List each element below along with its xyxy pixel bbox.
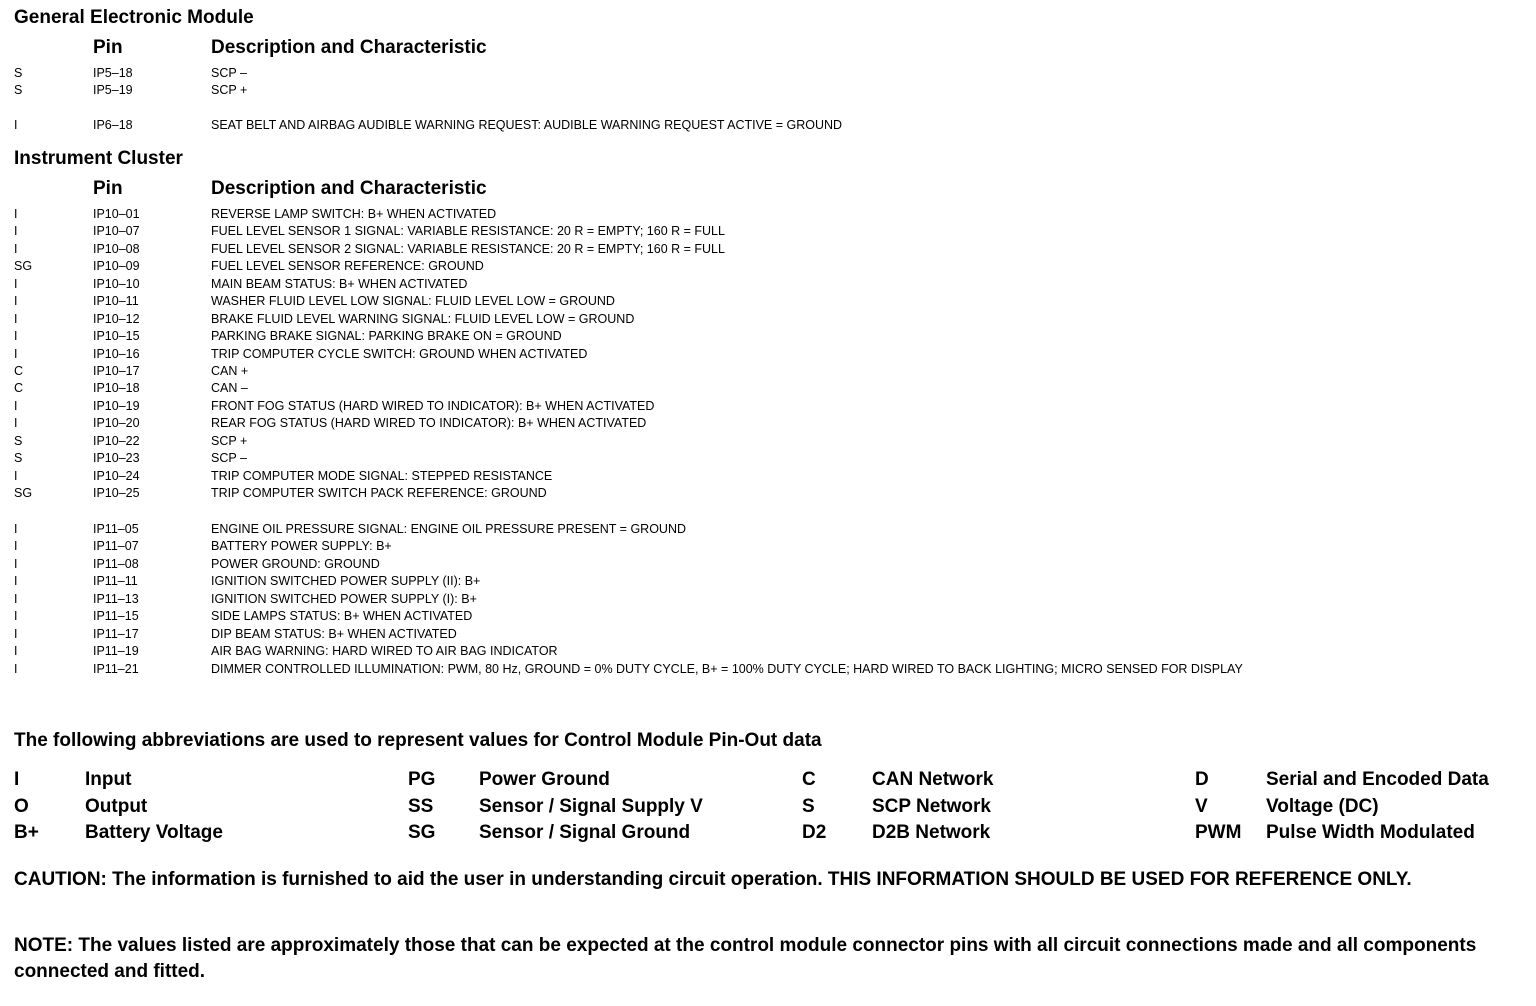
signal-type-cell: I <box>14 242 18 256</box>
description-cell: AIR BAG WARNING: HARD WIRED TO AIR BAG INDICATOR <box>211 644 558 658</box>
description-cell: FUEL LEVEL SENSOR REFERENCE: GROUND <box>211 259 484 273</box>
signal-type-cell: I <box>14 329 18 343</box>
pin-cell: IP10–19 <box>93 399 140 413</box>
abbreviations-title: The following abbreviations are used to represent values for Control Module Pin-Out data <box>14 730 822 751</box>
abbreviation-code: C <box>802 769 816 790</box>
description-cell: PARKING BRAKE SIGNAL: PARKING BRAKE ON = GROUND <box>211 329 562 343</box>
pin-cell: IP5–18 <box>93 66 133 80</box>
description-cell: DIMMER CONTROLLED ILLUMINATION: PWM, 80 Hz, GROUND = 0% DUTY CYCLE, B+ = 100% DUTY CYCLE; HARD WIRED TO BACK LIGHTING; MICRO SENSED FOR DISPLAY <box>211 662 1243 676</box>
signal-type-cell: I <box>14 224 18 238</box>
signal-type-cell: I <box>14 592 18 606</box>
signal-type-cell: I <box>14 609 18 623</box>
signal-type-cell: I <box>14 469 18 483</box>
pin-cell: IP10–01 <box>93 207 140 221</box>
signal-type-cell: I <box>14 644 18 658</box>
pin-cell: IP11–07 <box>93 539 139 553</box>
pin-cell: IP11–21 <box>93 662 139 676</box>
pin-cell: IP11–08 <box>93 557 139 571</box>
note-text: NOTE: The values listed are approximately those that can be expected at the control module connector pins with all circuit connections made and all components connected and fitted. <box>14 935 1477 982</box>
abbreviation-meaning: SCP Network <box>872 796 991 817</box>
pin-cell: IP11–13 <box>93 592 139 606</box>
table-row <box>0 626 1536 643</box>
pin-cell: IP10–12 <box>93 312 140 326</box>
abbreviation-code: PWM <box>1195 822 1242 843</box>
description-cell: POWER GROUND: GROUND <box>211 557 380 571</box>
caution-text: CAUTION: The information is furnished to aid the user in understanding circuit operation. THIS INFORMATION SHOULD BE USED FOR REFERENCE ONLY. <box>14 869 1412 890</box>
table-row <box>0 591 1536 608</box>
description-column-header: Description and Characteristic <box>211 178 487 199</box>
pin-cell: IP11–17 <box>93 627 139 641</box>
description-cell: IGNITION SWITCHED POWER SUPPLY (I): B+ <box>211 592 477 606</box>
table-row <box>0 521 1536 538</box>
table-row <box>0 258 1536 275</box>
signal-type-cell: I <box>14 522 18 536</box>
signal-type-cell: I <box>14 294 18 308</box>
table-row <box>0 556 1536 573</box>
table-row <box>0 468 1536 485</box>
table-row <box>0 223 1536 240</box>
pin-cell: IP10–09 <box>93 259 140 273</box>
pin-cell: IP10–25 <box>93 486 140 500</box>
abbreviation-meaning: Sensor / Signal Supply V <box>479 796 703 817</box>
signal-type-cell: I <box>14 347 18 361</box>
table-row <box>0 538 1536 555</box>
pin-column-header: Pin <box>93 37 123 58</box>
signal-type-cell: I <box>14 539 18 553</box>
description-cell: TRIP COMPUTER MODE SIGNAL: STEPPED RESISTANCE <box>211 469 553 483</box>
pin-cell: IP10–10 <box>93 277 140 291</box>
pin-cell: IP10–11 <box>93 294 139 308</box>
description-cell: TRIP COMPUTER CYCLE SWITCH: GROUND WHEN ACTIVATED <box>211 347 588 361</box>
description-cell: SCP – <box>211 66 247 80</box>
description-cell: TRIP COMPUTER SWITCH PACK REFERENCE: GROUND <box>211 486 547 500</box>
signal-type-cell: I <box>14 557 18 571</box>
description-cell: REAR FOG STATUS (HARD WIRED TO INDICATOR): B+ WHEN ACTIVATED <box>211 416 647 430</box>
pin-cell: IP5–19 <box>93 83 133 97</box>
description-cell: BRAKE FLUID LEVEL WARNING SIGNAL: FLUID LEVEL LOW = GROUND <box>211 312 635 326</box>
signal-type-cell: I <box>14 277 18 291</box>
pin-cell: IP11–11 <box>93 574 138 588</box>
pin-cell: IP11–05 <box>93 522 139 536</box>
pin-cell: IP11–15 <box>93 609 139 623</box>
pin-cell: IP11–19 <box>93 644 139 658</box>
table-row <box>0 363 1536 380</box>
signal-type-cell: S <box>14 66 23 80</box>
abbreviation-code: SG <box>408 822 436 843</box>
description-cell: SIDE LAMPS STATUS: B+ WHEN ACTIVATED <box>211 609 473 623</box>
table-row <box>0 661 1536 678</box>
abbreviation-meaning: Serial and Encoded Data <box>1266 769 1489 790</box>
description-cell: WASHER FLUID LEVEL LOW SIGNAL: FLUID LEVEL LOW = GROUND <box>211 294 615 308</box>
pin-cell: IP10–18 <box>93 381 140 395</box>
description-cell: MAIN BEAM STATUS: B+ WHEN ACTIVATED <box>211 277 468 291</box>
table-row <box>0 450 1536 467</box>
signal-type-cell: I <box>14 312 18 326</box>
description-column-header: Description and Characteristic <box>211 37 487 58</box>
table-row <box>0 415 1536 432</box>
abbreviation-meaning: Voltage (DC) <box>1266 796 1379 817</box>
table-row <box>0 293 1536 310</box>
signal-type-cell: I <box>14 574 18 588</box>
table-row <box>0 241 1536 258</box>
description-cell: REVERSE LAMP SWITCH: B+ WHEN ACTIVATED <box>211 207 497 221</box>
abbreviation-meaning: Sensor / Signal Ground <box>479 822 691 843</box>
description-cell: IGNITION SWITCHED POWER SUPPLY (II): B+ <box>211 574 481 588</box>
table-row <box>0 573 1536 590</box>
table-row <box>0 206 1536 223</box>
abbreviation-code: B+ <box>14 822 39 843</box>
signal-type-cell: SG <box>14 486 33 500</box>
table-row <box>0 65 1536 82</box>
abbreviation-meaning: D2B Network <box>872 822 991 843</box>
description-cell: SCP – <box>211 451 247 465</box>
description-cell: SCP + <box>211 434 248 448</box>
table-row <box>0 485 1536 502</box>
signal-type-cell: S <box>14 434 23 448</box>
description-cell: ENGINE OIL PRESSURE SIGNAL: ENGINE OIL PRESSURE PRESENT = GROUND <box>211 522 686 536</box>
table-row <box>0 346 1536 363</box>
table-row <box>0 433 1536 450</box>
description-cell: FUEL LEVEL SENSOR 1 SIGNAL: VARIABLE RESISTANCE: 20 R = EMPTY; 160 R = FULL <box>211 224 725 238</box>
table-row <box>0 328 1536 345</box>
table-row <box>0 117 1536 134</box>
signal-type-cell: C <box>14 381 24 395</box>
abbreviation-meaning: Pulse Width Modulated <box>1266 822 1475 843</box>
abbreviation-code: SS <box>408 796 434 817</box>
abbreviation-meaning: CAN Network <box>872 769 994 790</box>
description-cell: CAN + <box>211 364 249 378</box>
description-cell: FRONT FOG STATUS (HARD WIRED TO INDICATOR): B+ WHEN ACTIVATED <box>211 399 655 413</box>
description-cell: SEAT BELT AND AIRBAG AUDIBLE WARNING REQUEST: AUDIBLE WARNING REQUEST ACTIVE = GROUND <box>211 118 843 132</box>
pin-cell: IP10–20 <box>93 416 140 430</box>
signal-type-cell: I <box>14 416 18 430</box>
signal-type-cell: I <box>14 399 18 413</box>
table-row <box>0 608 1536 625</box>
abbreviation-meaning: Input <box>85 769 132 790</box>
abbreviation-meaning: Power Ground <box>479 769 610 790</box>
table-row <box>0 380 1536 397</box>
abbreviation-code: D2 <box>802 822 827 843</box>
pin-cell: IP10–22 <box>93 434 140 448</box>
section-title-gem: General Electronic Module <box>14 7 254 28</box>
pin-column-header: Pin <box>93 178 123 199</box>
description-cell: FUEL LEVEL SENSOR 2 SIGNAL: VARIABLE RESISTANCE: 20 R = EMPTY; 160 R = FULL <box>211 242 725 256</box>
abbreviation-code: I <box>14 769 20 790</box>
abbreviation-code: V <box>1195 796 1208 817</box>
description-cell: SCP + <box>211 83 248 97</box>
pin-cell: IP6–18 <box>93 118 133 132</box>
section-title-instrument-cluster: Instrument Cluster <box>14 148 183 169</box>
abbreviation-code: D <box>1195 769 1209 790</box>
signal-type-cell: I <box>14 627 18 641</box>
pin-cell: IP10–07 <box>93 224 140 238</box>
description-cell: BATTERY POWER SUPPLY: B+ <box>211 539 392 553</box>
description-cell: DIP BEAM STATUS: B+ WHEN ACTIVATED <box>211 627 457 641</box>
pin-cell: IP10–08 <box>93 242 140 256</box>
signal-type-cell: S <box>14 451 23 465</box>
signal-type-cell: C <box>14 364 24 378</box>
signal-type-cell: I <box>14 662 18 676</box>
table-row <box>0 276 1536 293</box>
signal-type-cell: S <box>14 83 23 97</box>
signal-type-cell: SG <box>14 259 33 273</box>
pin-cell: IP10–23 <box>93 451 140 465</box>
abbreviation-code: O <box>14 796 29 817</box>
signal-type-cell: I <box>14 207 18 221</box>
pin-cell: IP10–16 <box>93 347 140 361</box>
pin-cell: IP10–24 <box>93 469 140 483</box>
abbreviation-code: S <box>802 796 815 817</box>
table-row <box>0 398 1536 415</box>
table-row <box>0 643 1536 660</box>
description-cell: CAN – <box>211 381 248 395</box>
pin-cell: IP10–15 <box>93 329 140 343</box>
abbreviation-meaning: Battery Voltage <box>85 822 223 843</box>
abbreviation-code: PG <box>408 769 436 790</box>
signal-type-cell: I <box>14 118 18 132</box>
table-row <box>0 82 1536 99</box>
table-row <box>0 311 1536 328</box>
abbreviation-meaning: Output <box>85 796 148 817</box>
pin-cell: IP10–17 <box>93 364 140 378</box>
